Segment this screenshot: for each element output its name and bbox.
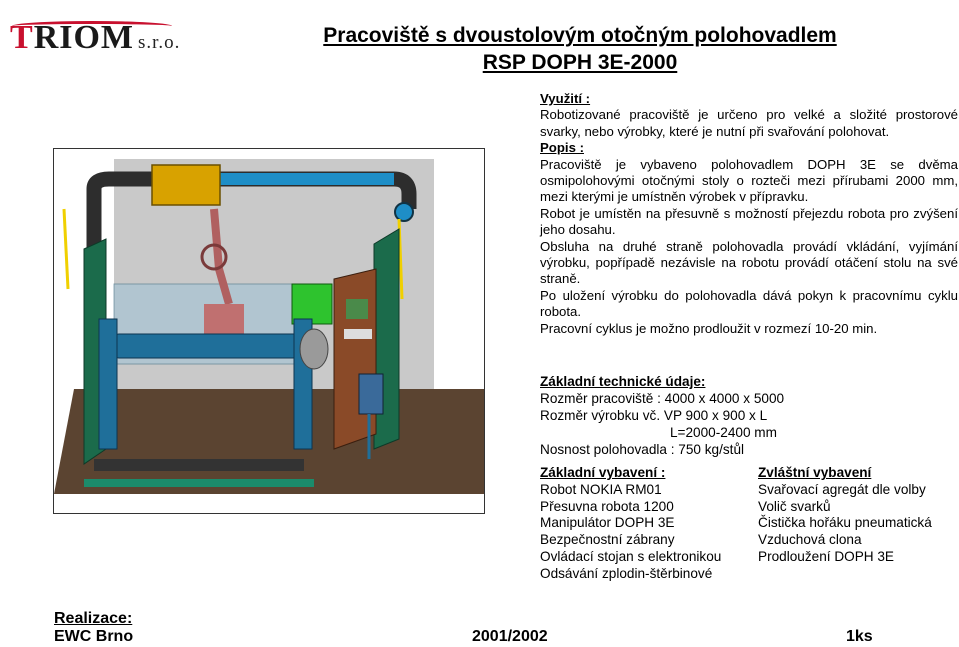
basic-equipment [540, 465, 740, 583]
usage-text: Robotizované pracoviště je určeno pro velké a složité prostorové svarky, nebo výrobky, které je nutní při svařování polohovat. [540, 107, 958, 139]
technical-line: L=2000-2400 mm [670, 425, 777, 440]
list-item: Čistička hořáku pneumatická [758, 515, 932, 531]
technical-data [540, 373, 958, 458]
list-item: Odsávání zplodin-štěrbinové [540, 565, 713, 581]
description-paragraph: Robot je umístěn na přesuvně s možností přejezdu robota pro zvýšení jeho dosahu. [540, 205, 958, 238]
pipe-end [395, 203, 413, 221]
description-column [540, 91, 958, 337]
realization-customer: EWC Brno [54, 628, 134, 645]
robot-base [204, 304, 244, 334]
description-paragraph: Pracoviště je vybaveno polohovadlem DOPH 3E se dvěma osmipolohovými otočnými stoly o rozteči mezi přírubami 2000 mm, mezi kterými je umístněn výrobek v přípravku. [540, 156, 958, 205]
positioner-gear [300, 329, 328, 369]
list-item: Volič svarků [758, 498, 831, 514]
base-rail [84, 479, 314, 487]
positioner-drum [109, 334, 309, 358]
logo-wordmark: TRIOM [10, 19, 135, 56]
page-title [300, 22, 860, 76]
description-paragraph: Po uložení výrobku do polohovadla dává pokyn k pracovnímu cyklu robota. [540, 287, 958, 320]
list-item: Bezpečnostní zábrany [540, 532, 675, 548]
workcell-drawing [54, 149, 485, 514]
realization-year: 2001/2002 [472, 628, 548, 645]
list-item: Prodloužení DOPH 3E [758, 548, 895, 564]
list-item: Robot NOKIA RM01 [540, 481, 662, 497]
logo-suffix: s.r.o. [138, 32, 181, 53]
welding-source [292, 284, 332, 324]
list-item: Přesuvna robota 1200 [540, 498, 674, 514]
list-item: Vzduchová clona [758, 532, 862, 548]
special-equipment [758, 465, 958, 566]
list-item: Ovládací stojan s elektronikou [540, 548, 722, 564]
workcell-illustration [53, 148, 485, 514]
floor-grate [94, 459, 304, 471]
description-heading: Popis : [540, 140, 584, 156]
company-logo [10, 18, 200, 58]
description-paragraph: Pracovní cyklus je možno prodloužit v rozmezí 10-20 min. [540, 320, 878, 336]
wire-feeder-box [152, 165, 220, 205]
special-equipment-list [758, 482, 958, 566]
floor [54, 389, 485, 494]
technical-line: Rozměr výrobku vč. VP 900 x 900 x L [540, 408, 768, 423]
technical-line: Rozměr pracoviště : 4000 x 4000 x 5000 [540, 391, 785, 406]
positioner-stand-left [99, 319, 117, 449]
realization-heading: Realizace: [54, 610, 133, 627]
description-paragraph: Obsluha na druhé straně polohovadla provádí vkládání, vyjímání výrobku, popřípadě nezávisle na robotu provádí otáčení stolu na své straně. [540, 238, 958, 287]
technical-line: Nosnost polohovadla : 750 kg/stůl [540, 442, 745, 457]
realization-quantity: 1ks [846, 628, 873, 645]
title-line-2: RSP DOPH 3E-2000 [482, 51, 678, 74]
basic-equipment-list [540, 482, 740, 583]
safety-fence-right [374, 229, 399, 449]
special-equipment-heading: Zvláštní vybavení [758, 465, 872, 480]
usage-heading: Využití : [540, 91, 591, 106]
list-item: Svařovací agregát dle volby [758, 481, 926, 497]
list-item: Manipulátor DOPH 3E [540, 515, 675, 531]
control-pendant [359, 374, 383, 414]
title-line-1: Pracoviště s dvoustolovým otočným polohovadlem [323, 24, 837, 47]
technical-heading: Základní technické údaje: [540, 374, 706, 389]
basic-equipment-heading: Základní vybavení : [540, 465, 666, 480]
